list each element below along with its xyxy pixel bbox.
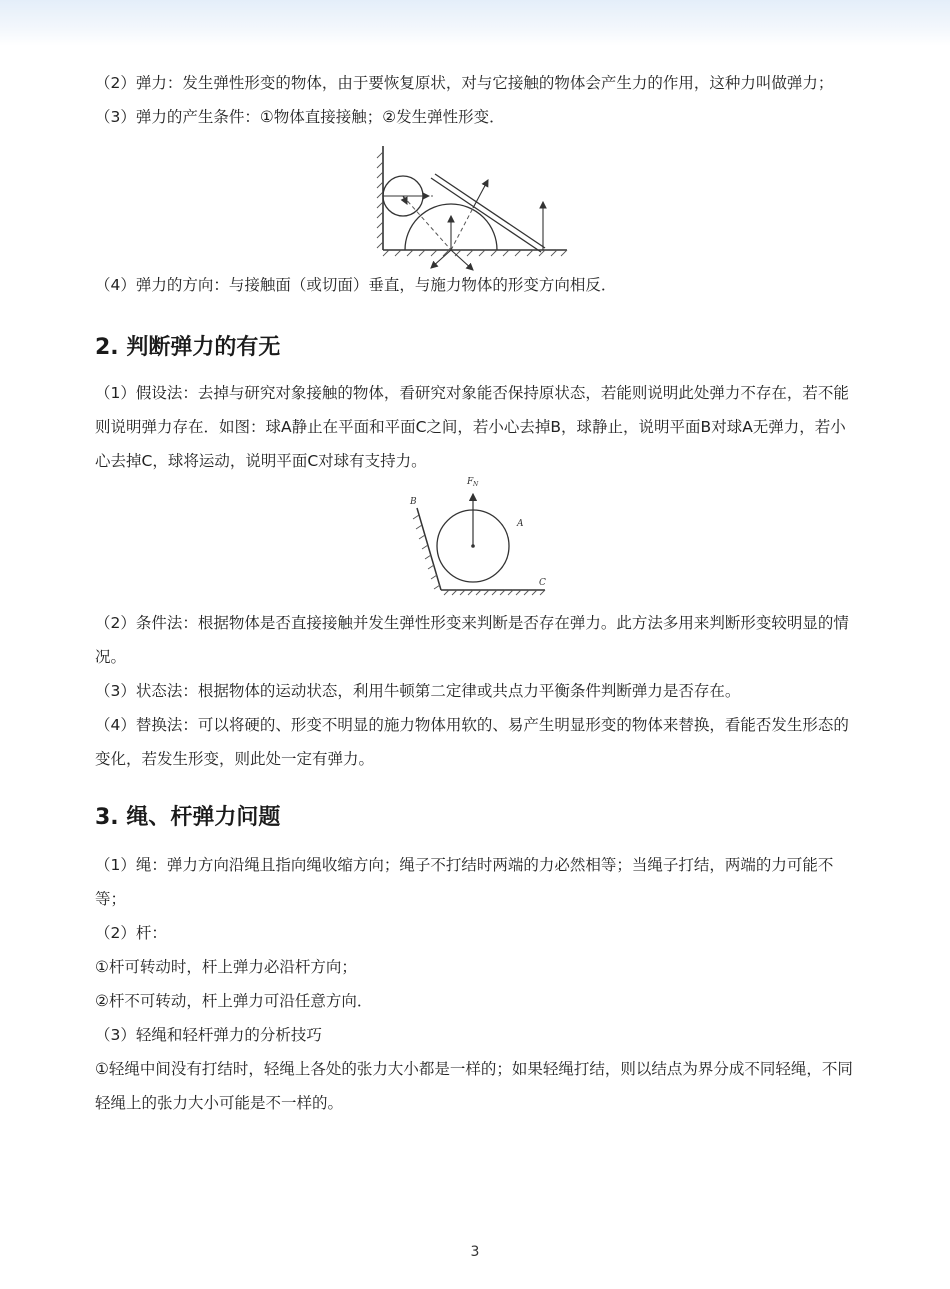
label-ball-a: A bbox=[517, 519, 524, 529]
header-band bbox=[0, 0, 950, 46]
label-normal-force: F bbox=[467, 477, 474, 487]
label-plane-b: B bbox=[410, 497, 417, 507]
para-substitution-method: （4）替换法：可以将硬的、形变不明显的施力物体用软的、易产生明显形变的物体来替换，看能否发生形态的变化，若发生形变，则此处一定有弹力。 bbox=[95, 716, 849, 768]
section-heading-rope-rod: 3. 绳、杆弹力问题 bbox=[95, 805, 281, 830]
page-content bbox=[95, 66, 855, 1120]
para-rope: （1）绳：弹力方向沿绳且指向绳收缩方向；绳子不打结时两端的力必然相等；当绳子打结，两端的力可能不等； bbox=[95, 856, 834, 908]
para-rod-rotatable: ①杆可转动时，杆上弹力必沿杆方向； bbox=[95, 958, 357, 976]
elastic-force-diagram bbox=[373, 140, 573, 264]
label-plane-c: C bbox=[539, 578, 546, 588]
para-state-method: （3）状态法：根据物体的运动状态，利用牛顿第二定律或共点力平衡条件判断弹力是否存在。 bbox=[95, 682, 741, 700]
para-elastic-force-definition: （2）弹力：发生弹性形变的物体，由于要恢复原状，对与它接触的物体会产生力的作用，这种力叫做弹力； bbox=[95, 74, 834, 92]
para-elastic-force-conditions: （3）弹力的产生条件：①物体直接接触；②发生弹性形变． bbox=[95, 108, 505, 126]
para-rod-fixed: ②杆不可转动，杆上弹力可沿任意方向． bbox=[95, 992, 373, 1010]
section-heading-judge-elastic-force: 2. 判断弹力的有无 bbox=[95, 335, 281, 360]
figure-elastic-force-directions bbox=[95, 140, 855, 264]
page-number: 3 bbox=[470, 1244, 480, 1260]
diagram-labels bbox=[405, 477, 555, 604]
para-rod: （2）杆： bbox=[95, 924, 167, 942]
para-light-rope-tension: ①轻绳中间没有打结时，轻绳上各处的张力大小都是一样的；如果轻绳打结，则以结点为界分成不同轻绳，不同轻绳上的张力大小可能是不一样的。 bbox=[95, 1060, 853, 1112]
para-analysis-tips: （3）轻绳和轻杆弹力的分析技巧 bbox=[95, 1026, 322, 1044]
para-elastic-force-direction: （4）弹力的方向：与接触面（或切面）垂直，与施力物体的形变方向相反． bbox=[95, 276, 617, 294]
para-condition-method: （2）条件法：根据物体是否直接接触并发生弹性形变来判断是否存在弹力。此方法多用来判断形变较明显的情况。 bbox=[95, 614, 849, 666]
figure-ball-between-planes bbox=[95, 477, 855, 604]
label-normal-force-subscript: N bbox=[473, 481, 479, 488]
para-assumption-method: （1）假设法：去掉与研究对象接触的物体，看研究对象能否保持原状态，若能则说明此处弹力不存在，若不能则说明弹力存在．如图：球A静止在平面和平面C之间，若小心去掉B，球静止，说明平面B对球A无弹力，若小心去掉C，球将运动，说明平面C对球有支持力。 bbox=[95, 384, 849, 470]
